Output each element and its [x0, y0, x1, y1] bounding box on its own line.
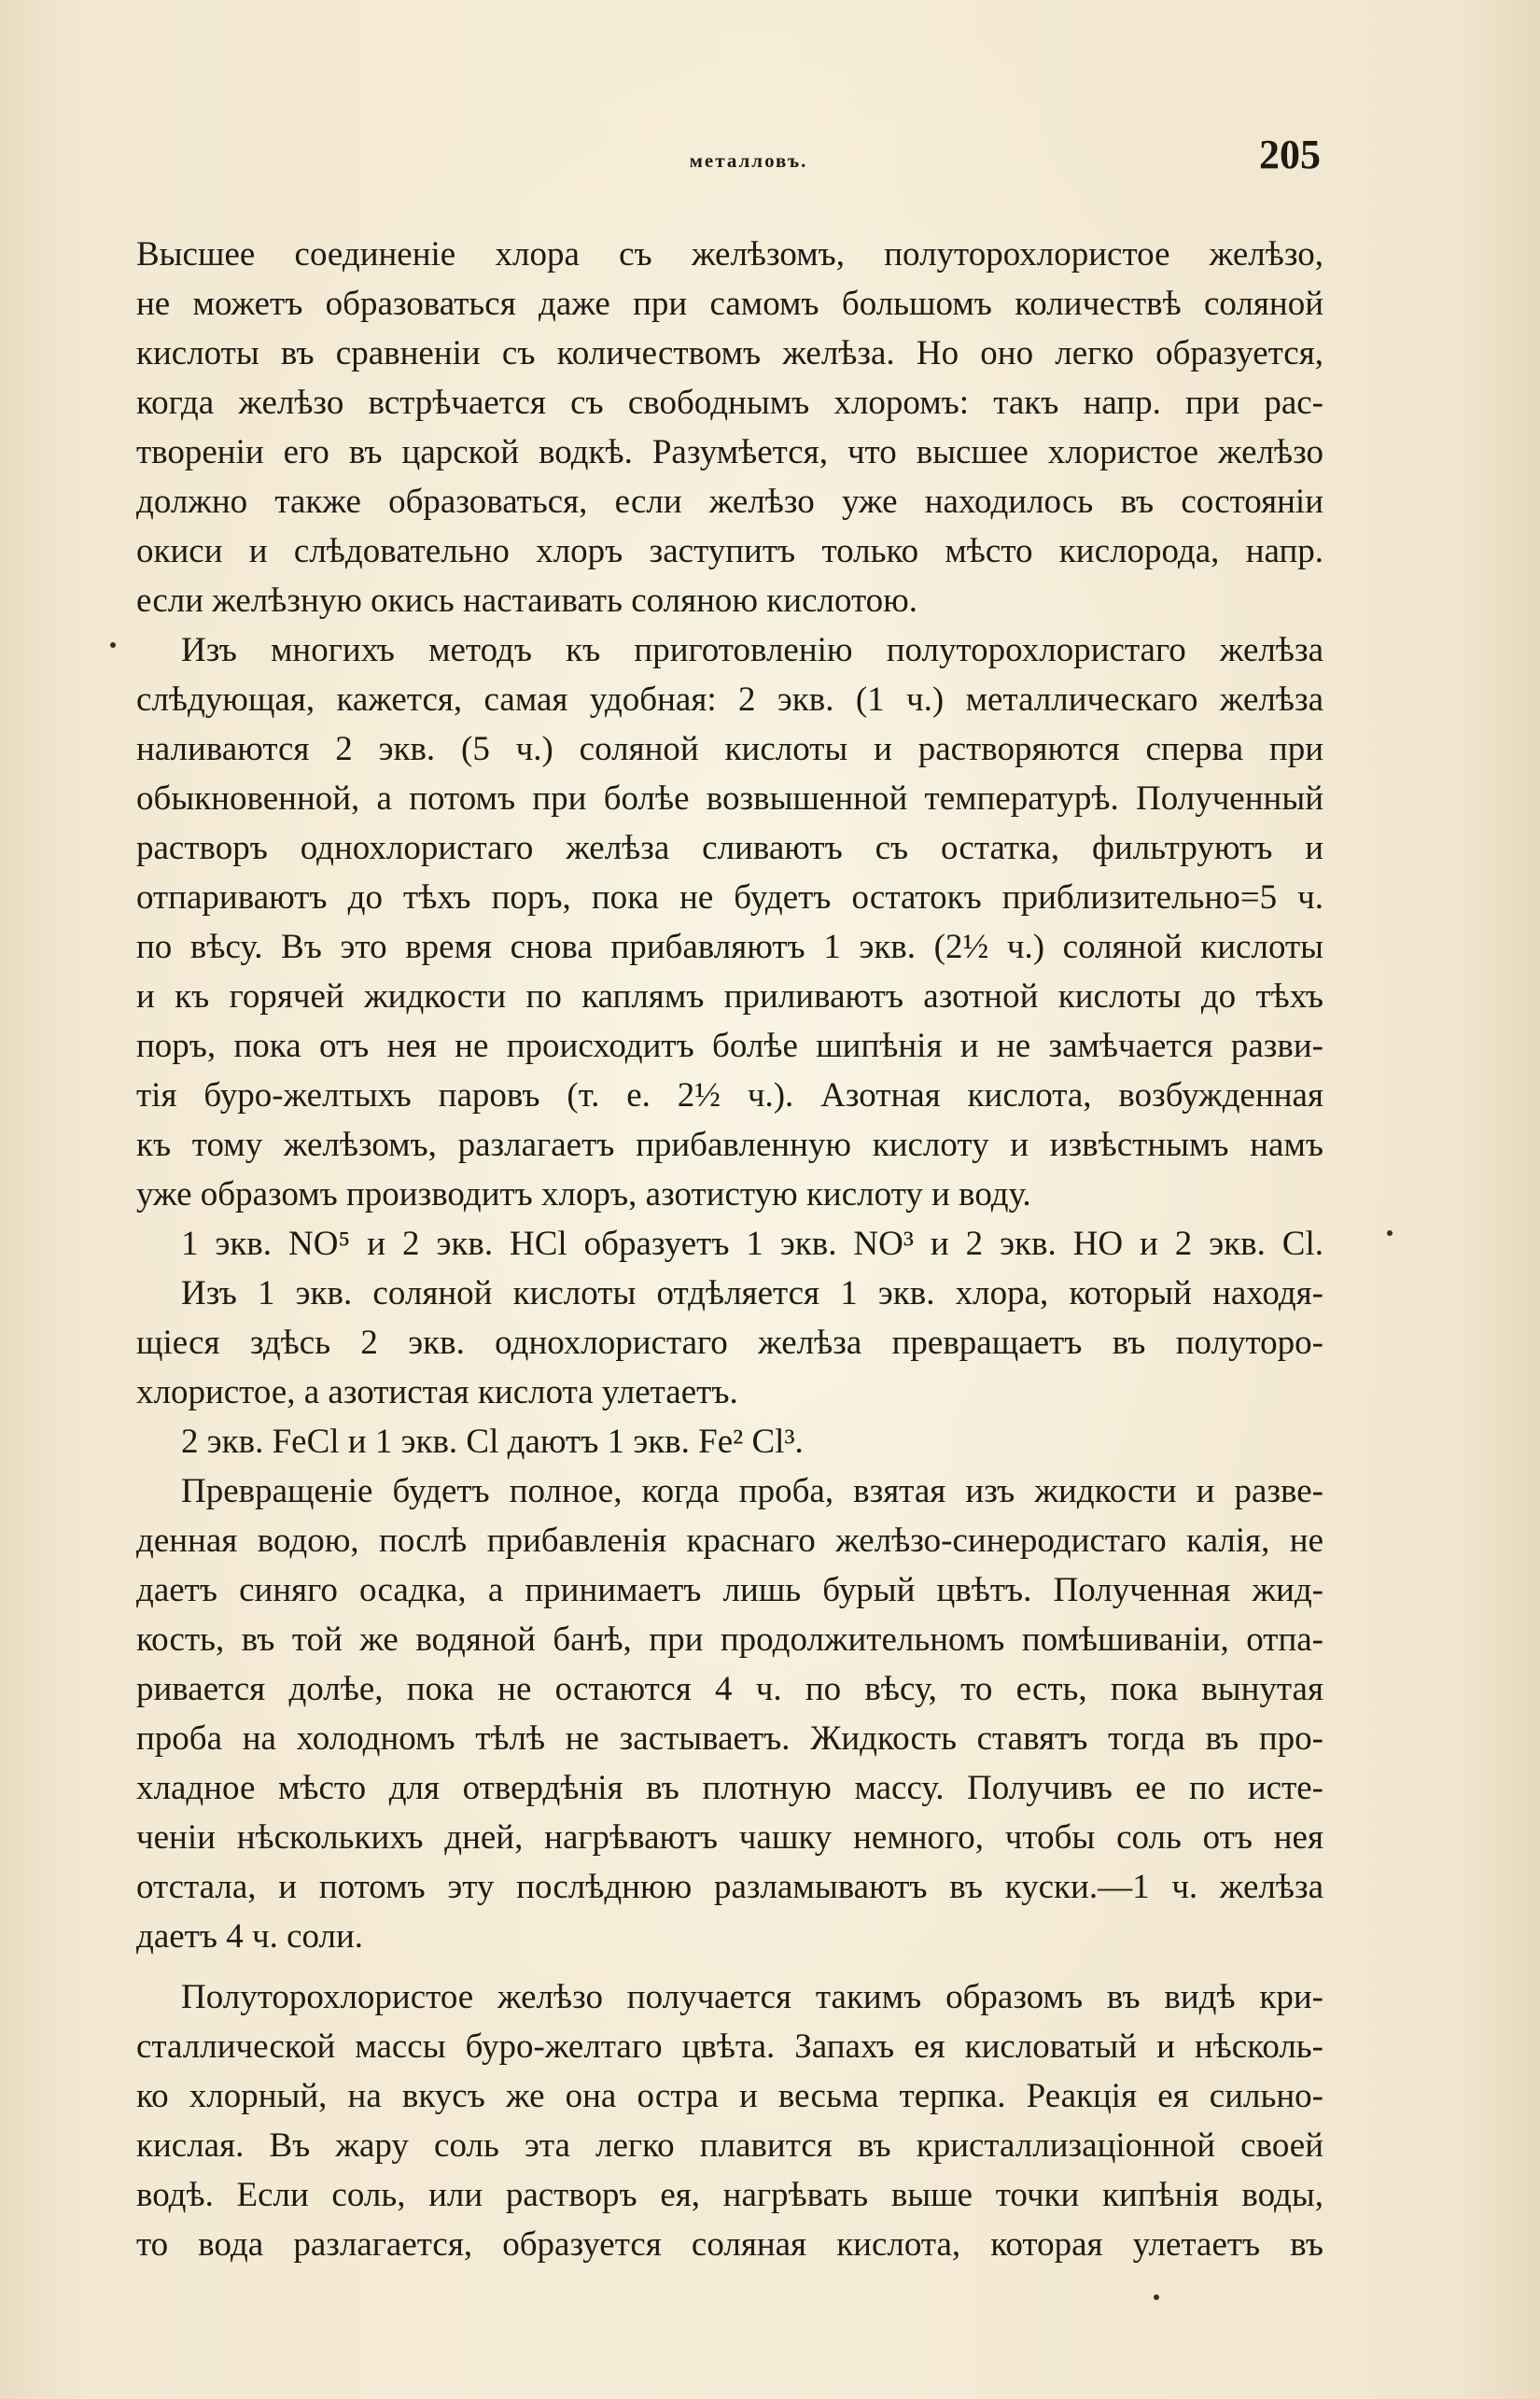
text-line: ривается долѣе, пока не остаются 4 ч. по вѣсу, то есть, пока вынутая — [136, 1670, 1323, 1708]
text-line: уже образомъ производитъ хлоръ, азотистую кислоту и воду. — [136, 1175, 1031, 1214]
text-line: хлористое, а азотистая кислота улетаетъ. — [136, 1373, 738, 1411]
text-line: должно также образоваться, если желѣзо уже находилось въ состояніи — [136, 483, 1323, 521]
text-line: не можетъ образоваться даже при самомъ большомъ количествѣ соляной — [136, 285, 1323, 323]
text-line: даетъ синяго осадка, а принимаетъ лишь бурый цвѣтъ. Полученная жид- — [136, 1571, 1323, 1609]
text-line: обыкновенной, а потомъ при болѣе возвышенной температурѣ. Полученный — [136, 779, 1323, 818]
ink-speck — [1387, 1230, 1393, 1236]
text-line: окиси и слѣдовательно хлоръ заступитъ только мѣсто кислорода, напр. — [136, 532, 1323, 570]
text-line: проба на холодномъ тѣлѣ не застываетъ. Жидкость ставятъ тогда въ про- — [136, 1719, 1323, 1758]
text-line: Полуторохлористое желѣзо получается такимъ образомъ въ видѣ кри- — [181, 1978, 1323, 2016]
text-line: то вода разлагается, образуется соляная кислота, которая улетаетъ въ — [136, 2225, 1323, 2264]
text-line: водѣ. Если соль, или растворъ ея, нагрѣвать выше точки кипѣнія воды, — [136, 2176, 1323, 2214]
text-line: отпариваютъ до тѣхъ поръ, пока не будетъ остатокъ приблизительно=5 ч. — [136, 878, 1323, 917]
running-head: металловъ. — [689, 149, 808, 172]
text-line: твореніи его въ царской водкѣ. Разумѣется, что высшее хлористое желѣзо — [136, 433, 1323, 471]
ink-speck — [1154, 2294, 1159, 2300]
text-line: хладное мѣсто для отвердѣнія въ плотную массу. Получивъ ее по исте- — [136, 1769, 1323, 1807]
text-line: сталлической массы буро-желтаго цвѣта. Запахъ ея кисловатый и нѣсколь- — [136, 2027, 1323, 2066]
text-line: поръ, пока отъ нея не происходитъ болѣе шипѣнія и не замѣчается разви- — [136, 1027, 1323, 1065]
page-text — [136, 230, 1323, 2269]
text-line: щіеся здѣсь 2 экв. однохлористаго желѣза превращаетъ въ полуторо- — [136, 1324, 1323, 1362]
page-number: 205 — [1259, 132, 1321, 177]
equation-line: 1 экв. NO⁵ и 2 экв. HCl образуетъ 1 экв. NO³ и 2 экв. HO и 2 экв. Cl. — [181, 1225, 1323, 1263]
text-line: тія буро-желтыхъ паровъ (т. е. 2½ ч.). Азотная кислота, возбужденная — [136, 1076, 1323, 1115]
text-line: когда желѣзо встрѣчается съ свободнымъ хлоромъ: такъ напр. при рас- — [136, 384, 1323, 422]
text-line: ченіи нѣсколькихъ дней, нагрѣваютъ чашку немного, чтобы соль отъ нея — [136, 1818, 1323, 1857]
equation-line: 2 экв. FeCl и 1 экв. Cl даютъ 1 экв. Fe² Cl³. — [181, 1423, 804, 1461]
text-line: кислоты въ сравненіи съ количествомъ желѣза. Но оно легко образуется, — [136, 334, 1323, 372]
text-line: растворъ однохлористаго желѣза сливаютъ съ остатка, фильтруютъ и — [136, 829, 1323, 867]
text-line: по вѣсу. Въ это время снова прибавляютъ 1 экв. (2½ ч.) соляной кислоты — [136, 928, 1323, 966]
text-line: отстала, и потомъ эту послѣднюю разламываютъ въ куски.—1 ч. желѣза — [136, 1868, 1323, 1906]
text-line: Высшее соединеніе хлора съ желѣзомъ, полуторохлористое желѣзо, — [136, 235, 1323, 274]
text-line: Изъ многихъ методъ къ приготовленію полуторохлористаго желѣза — [181, 631, 1323, 669]
ink-speck — [110, 642, 116, 648]
text-line: кость, въ той же водяной банѣ, при продолжительномъ помѣшиваніи, отпа- — [136, 1620, 1323, 1659]
text-line: слѣдующая, кажется, самая удобная: 2 экв. (1 ч.) металлическаго желѣза — [136, 680, 1323, 719]
text-line: Превращеніе будетъ полное, когда проба, взятая изъ жидкости и разве- — [181, 1472, 1323, 1510]
text-line: къ тому желѣзомъ, разлагаетъ прибавленную кислоту и извѣстнымъ намъ — [136, 1126, 1323, 1164]
text-line: наливаются 2 экв. (5 ч.) соляной кислоты и растворяются сперва при — [136, 730, 1323, 768]
text-line: ко хлорный, на вкусъ же она остра и весьма терпка. Реакція ея сильно- — [136, 2077, 1323, 2115]
text-line: кислая. Въ жару соль эта легко плавится въ кристаллизаціонной своей — [136, 2126, 1323, 2165]
text-line: Изъ 1 экв. соляной кислоты отдѣляется 1 экв. хлора, который находя- — [181, 1274, 1323, 1312]
text-line: даетъ 4 ч. соли. — [136, 1917, 364, 1956]
text-line: если желѣзную окись настаивать соляною кислотою. — [136, 582, 918, 620]
text-line: денная водою, послѣ прибавленія краснаго желѣзо-синеродистаго калія, не — [136, 1522, 1323, 1560]
text-line: и къ горячей жидкости по каплямъ приливаютъ азотной кислоты до тѣхъ — [136, 977, 1323, 1016]
